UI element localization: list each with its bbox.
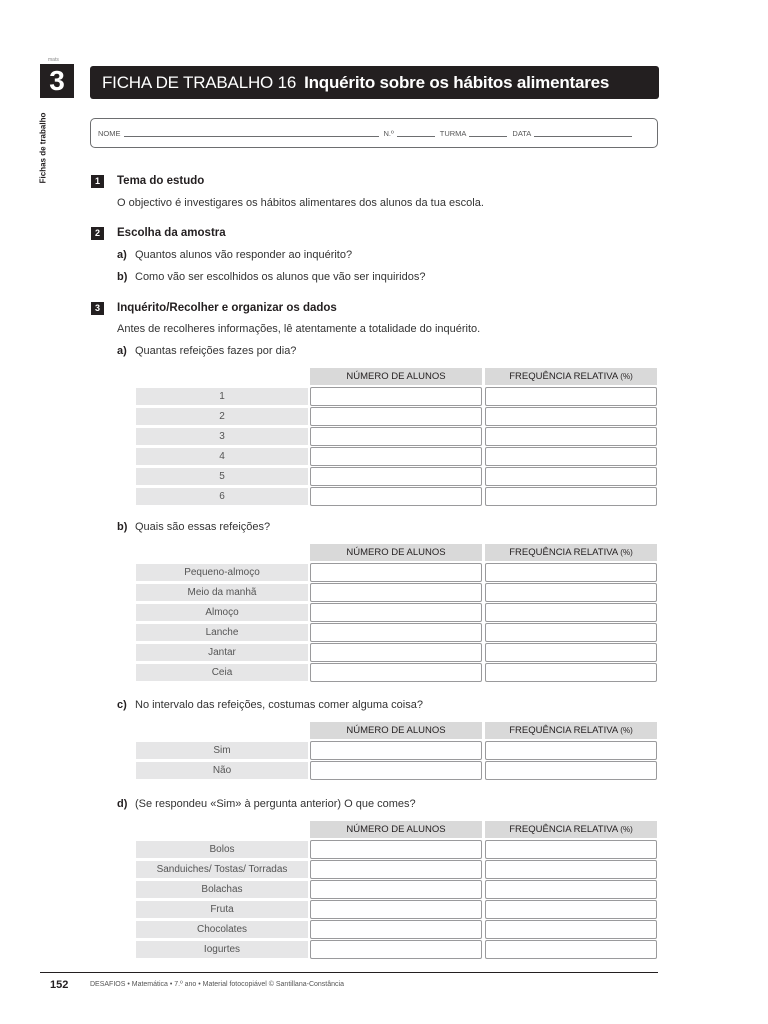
header-frequency-unit: (%) xyxy=(620,825,633,834)
header-frequency-label: FREQUÊNCIA RELATIVA xyxy=(509,824,618,835)
header-frequency-label: FREQUÊNCIA RELATIVA xyxy=(509,547,618,558)
students-count-cell[interactable] xyxy=(310,447,482,466)
students-count-cell[interactable] xyxy=(310,663,482,682)
students-count-cell[interactable] xyxy=(310,900,482,919)
relative-frequency-cell[interactable] xyxy=(485,900,657,919)
row-label: 6 xyxy=(136,488,308,505)
table-question xyxy=(117,798,416,810)
table-question xyxy=(117,345,296,357)
question-letter: a) xyxy=(117,249,127,261)
row-label: Ceia xyxy=(136,664,308,681)
footer-credits: DESAFIOS • Matemática • 7.º ano • Material fotocopiável © Santillana-Constância xyxy=(90,981,344,988)
header-frequency xyxy=(485,544,657,561)
question-letter: c) xyxy=(117,699,127,711)
relative-frequency-cell[interactable] xyxy=(485,860,657,879)
row-label: Sim xyxy=(136,742,308,759)
row-label: Chocolates xyxy=(136,921,308,938)
row-label: 2 xyxy=(136,408,308,425)
relative-frequency-cell[interactable] xyxy=(485,643,657,662)
side-label xyxy=(32,108,54,188)
date-label: DATA xyxy=(512,128,532,138)
students-count-cell[interactable] xyxy=(310,880,482,899)
question-letter: a) xyxy=(117,345,127,357)
table-question xyxy=(117,699,423,711)
question-text: (Se respondeu «Sim» à pergunta anterior) O que comes? xyxy=(135,798,416,810)
header-frequency-unit: (%) xyxy=(620,548,633,557)
relative-frequency-cell[interactable] xyxy=(485,583,657,602)
row-label: Iogurtes xyxy=(136,941,308,958)
row-label: Pequeno-almoço xyxy=(136,564,308,581)
header-frequency xyxy=(485,821,657,838)
header-frequency-unit: (%) xyxy=(620,372,633,381)
students-count-cell[interactable] xyxy=(310,623,482,642)
student-id-box xyxy=(90,118,658,148)
header-frequency-label: FREQUÊNCIA RELATIVA xyxy=(509,725,618,736)
students-count-cell[interactable] xyxy=(310,387,482,406)
students-count-cell[interactable] xyxy=(310,741,482,760)
row-label: Bolos xyxy=(136,841,308,858)
class-field[interactable] xyxy=(469,136,507,137)
footer-rule xyxy=(40,972,658,973)
students-count-cell[interactable] xyxy=(310,427,482,446)
row-label: Meio da manhã xyxy=(136,584,308,601)
row-label: 5 xyxy=(136,468,308,485)
number-field[interactable] xyxy=(397,136,435,137)
relative-frequency-cell[interactable] xyxy=(485,387,657,406)
section-heading: Tema do estudo xyxy=(117,175,205,187)
question-text: Quais são essas refeições? xyxy=(135,521,271,533)
students-count-cell[interactable] xyxy=(310,761,482,780)
question-text: No intervalo das refeições, costumas comer alguma coisa? xyxy=(135,699,423,711)
students-count-cell[interactable] xyxy=(310,467,482,486)
question-b xyxy=(117,271,425,283)
students-count-cell[interactable] xyxy=(310,643,482,662)
section-number-badge: 2 xyxy=(91,227,104,240)
row-label: 3 xyxy=(136,428,308,445)
header-students: NÚMERO DE ALUNOS xyxy=(310,544,482,561)
section-text: O objectivo é investigares os hábitos alimentares dos alunos da tua escola. xyxy=(117,197,484,209)
relative-frequency-cell[interactable] xyxy=(485,487,657,506)
relative-frequency-cell[interactable] xyxy=(485,603,657,622)
relative-frequency-cell[interactable] xyxy=(485,447,657,466)
section-text: Antes de recolheres informações, lê atentamente a totalidade do inquérito. xyxy=(117,323,481,335)
row-label: Lanche xyxy=(136,624,308,641)
section-heading: Inquérito/Recolher e organizar os dados xyxy=(117,302,337,314)
relative-frequency-cell[interactable] xyxy=(485,761,657,780)
header-students: NÚMERO DE ALUNOS xyxy=(310,368,482,385)
header-frequency xyxy=(485,368,657,385)
students-count-cell[interactable] xyxy=(310,860,482,879)
row-label: 1 xyxy=(136,388,308,405)
section-number-badge: 3 xyxy=(91,302,104,315)
question-text: Como vão ser escolhidos os alunos que vão ser inquiridos? xyxy=(135,271,426,283)
row-label: Bolachas xyxy=(136,881,308,898)
students-count-cell[interactable] xyxy=(310,487,482,506)
relative-frequency-cell[interactable] xyxy=(485,880,657,899)
question-a xyxy=(117,249,352,261)
relative-frequency-cell[interactable] xyxy=(485,563,657,582)
row-label: Fruta xyxy=(136,901,308,918)
section-heading: Escolha da amostra xyxy=(117,227,226,239)
number-label: N.º xyxy=(383,128,394,138)
row-label: 4 xyxy=(136,448,308,465)
students-count-cell[interactable] xyxy=(310,563,482,582)
date-field[interactable] xyxy=(534,136,632,137)
header-students: NÚMERO DE ALUNOS xyxy=(310,821,482,838)
name-field[interactable] xyxy=(124,136,379,137)
question-letter: d) xyxy=(117,798,128,810)
relative-frequency-cell[interactable] xyxy=(485,663,657,682)
students-count-cell[interactable] xyxy=(310,940,482,959)
students-count-cell[interactable] xyxy=(310,840,482,859)
question-text: Quantas refeições fazes por dia? xyxy=(135,345,297,357)
section-number-badge: 1 xyxy=(91,175,104,188)
row-label: Jantar xyxy=(136,644,308,661)
header-students: NÚMERO DE ALUNOS xyxy=(310,722,482,739)
unit-tag: mats xyxy=(48,57,59,63)
students-count-cell[interactable] xyxy=(310,603,482,622)
row-label: Almoço xyxy=(136,604,308,621)
students-count-cell[interactable] xyxy=(310,407,482,426)
name-label: NOME xyxy=(98,128,121,138)
relative-frequency-cell[interactable] xyxy=(485,467,657,486)
relative-frequency-cell[interactable] xyxy=(485,840,657,859)
unit-number-box: 3 xyxy=(40,64,74,98)
students-count-cell[interactable] xyxy=(310,920,482,939)
header-frequency-unit: (%) xyxy=(620,726,633,735)
header-frequency xyxy=(485,722,657,739)
relative-frequency-cell[interactable] xyxy=(485,741,657,760)
page-number: 152 xyxy=(50,979,69,991)
side-label-text: Fichas de trabalho xyxy=(38,112,48,184)
worksheet-kicker: FICHA DE TRABALHO 16 xyxy=(102,72,297,92)
class-label: TURMA xyxy=(439,128,467,138)
relative-frequency-cell[interactable] xyxy=(485,407,657,426)
worksheet-title-bar xyxy=(90,66,659,99)
row-label: Não xyxy=(136,762,308,779)
relative-frequency-cell[interactable] xyxy=(485,427,657,446)
relative-frequency-cell[interactable] xyxy=(485,623,657,642)
question-letter: b) xyxy=(117,271,128,283)
worksheet-title: Inquérito sobre os hábitos alimentares xyxy=(304,72,610,92)
table-question xyxy=(117,521,270,533)
header-frequency-label: FREQUÊNCIA RELATIVA xyxy=(509,371,618,382)
relative-frequency-cell[interactable] xyxy=(485,920,657,939)
question-text: Quantos alunos vão responder ao inquérito? xyxy=(135,249,353,261)
question-letter: b) xyxy=(117,521,128,533)
relative-frequency-cell[interactable] xyxy=(485,940,657,959)
row-label: Sanduiches/ Tostas/ Torradas xyxy=(136,861,308,878)
students-count-cell[interactable] xyxy=(310,583,482,602)
